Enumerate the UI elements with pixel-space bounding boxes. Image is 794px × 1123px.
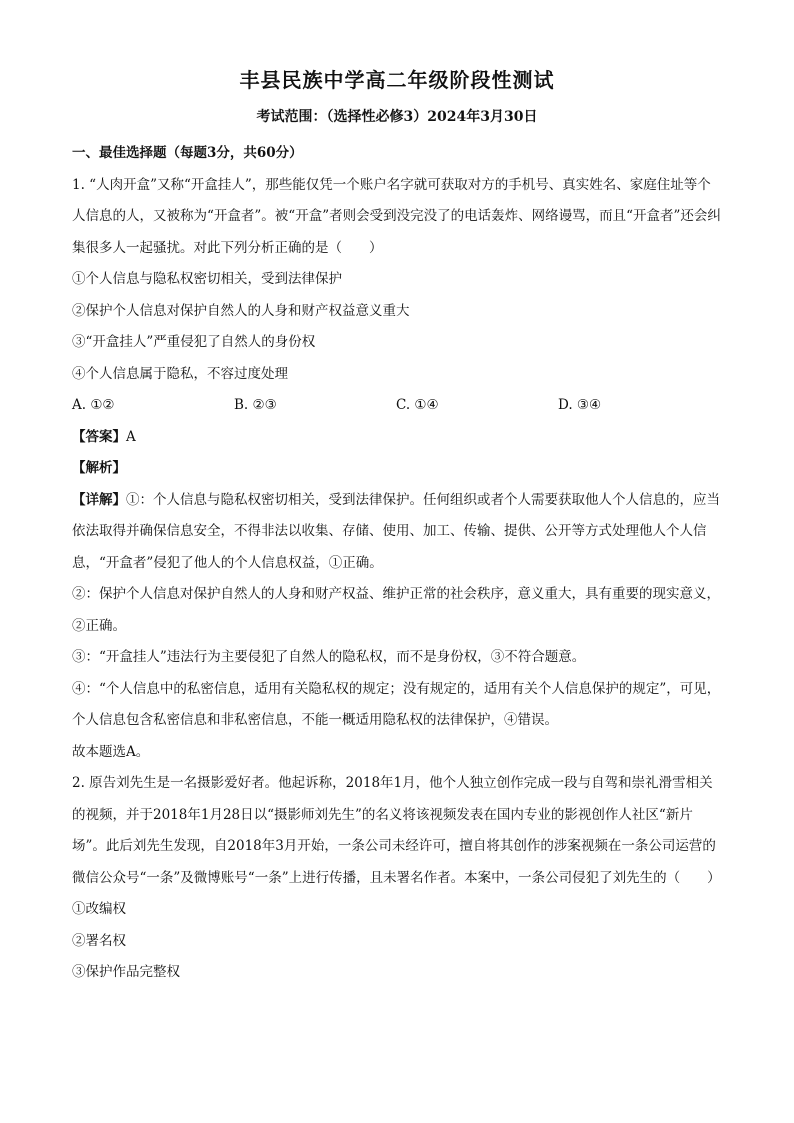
q1-option-c: C. ①④	[396, 397, 439, 413]
question-1-stem: 1. “人肉开盒”又称“开盒挂人”，那些能仅凭一个账户名字就可获取对方的手机号、真实姓名、家庭住址等个人信息的人，又被称为“开盒者”。被“开盒”者则会受到没完没了的电话轰炸、网络谩骂，而且“开盒者”还会纠集很多人一起骚扰。对此下列分析正确的是（ ）	[72, 176, 721, 256]
page-title: 丰县民族中学高二年级阶段性测试	[239, 68, 555, 92]
answer-label: 【答案】	[72, 428, 126, 445]
q1-detail-2: ②：保护个人信息对保护自然人的人身和财产权益、维护正常的社会秩序，意义重大，具有重要的现实意义，②正确。	[72, 586, 720, 634]
detail-text-1: ①：个人信息与隐私权密切相关，受到法律保护。任何组织或者个人需要获取他人个人信息的，应当依法取得并确保信息安全，不得非法以收集、存储、使用、加工、传输、提供、公开等方式处理他人个人信息，“开盒者”侵犯了他人的个人信息权益，①正确。	[72, 491, 720, 571]
q1-answer	[72, 422, 722, 454]
q1-conclusion: 故本题选A。	[72, 743, 150, 760]
analysis-label: 【解析】	[72, 460, 126, 476]
detail-label: 【详解】	[72, 491, 126, 508]
exam-content	[72, 138, 722, 989]
question-2-stem: 2. 原告刘先生是一名摄影爱好者。他起诉称，2018年1月，他个人独立创作完成一段与自驾和崇礼滑雪相关的视频，并于2018年1月28日以“摄影师刘先生”的名义将该视频发表在国内专业的影视创作人社区“新片场”。此后刘先生发现，自2018年3月开始，一条公司未经许可，擅自将其创作的涉案视频在一条公司运营的微信公众号“一条”及微博账号“一条”上进行传播，且未署名作者。本案中，一条公司侵犯了刘先生的（ ）	[72, 775, 721, 886]
q1-item-4: ④个人信息属于隐私，不容过度处理	[72, 365, 288, 382]
q1-options	[72, 390, 722, 422]
q2-item-1: ①改编权	[72, 901, 126, 917]
q1-item-1: ①个人信息与隐私权密切相关，受到法律保护	[72, 271, 342, 287]
q1-item-2: ②保护个人信息对保护自然人的人身和财产权益意义重大	[72, 302, 410, 319]
answer-value: A	[126, 428, 136, 445]
q1-option-b: B. ②③	[234, 397, 277, 413]
q1-detail-3: ③：“开盒挂人”违法行为主要侵犯了自然人的隐私权，而不是身份权，③不符合题意。	[72, 649, 586, 665]
q1-option-d: D. ③④	[558, 397, 602, 413]
exam-scope: 考试范围：（选择性必修3）2024年3月30日	[256, 109, 538, 125]
q1-detail-1	[72, 485, 722, 580]
q1-item-3: ③“开盒挂人”严重侵犯了自然人的身份权	[72, 334, 316, 350]
q2-item-3: ③保护作品完整权	[72, 964, 180, 980]
q2-item-2: ②署名权	[72, 932, 126, 949]
section-heading: 一、最佳选择题（每题3分，共60分）	[72, 145, 303, 161]
q1-option-a: A. ①②	[72, 397, 115, 413]
q1-detail-4: ④：“个人信息中的私密信息，适用有关隐私权的规定；没有规定的，适用有关个人信息保护的规定”，可见，个人信息包含私密信息和非私密信息，不能一概适用隐私权的法律保护，④错误。	[72, 680, 721, 728]
